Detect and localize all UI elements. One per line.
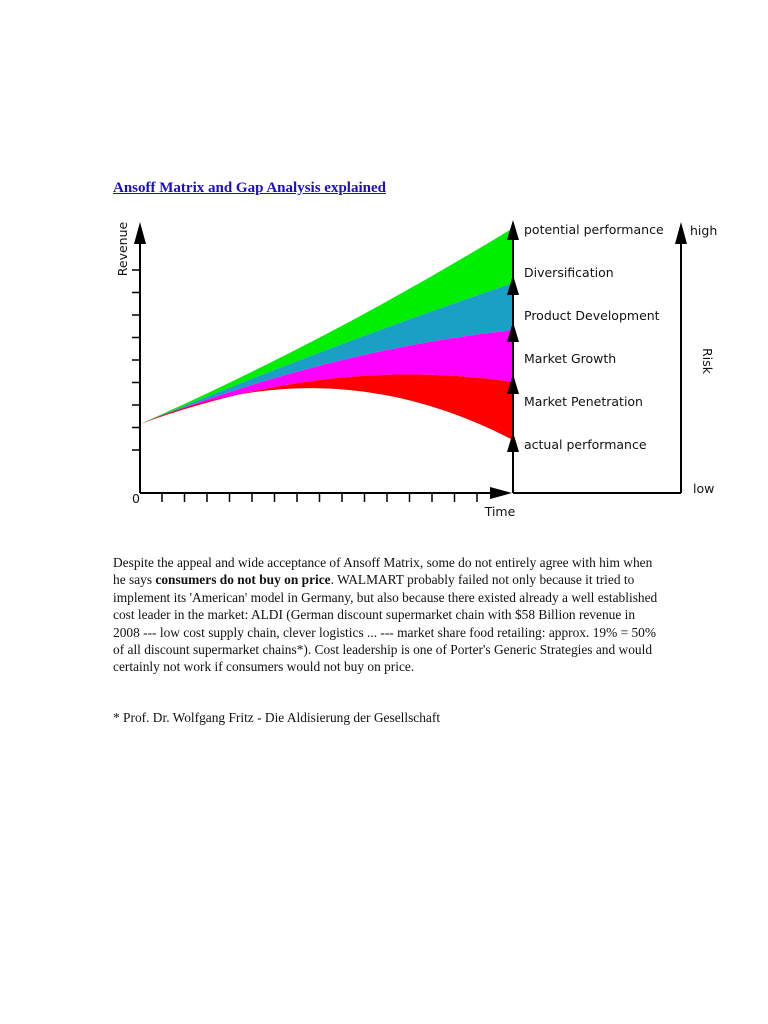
actual-performance-label: actual performance: [524, 437, 647, 452]
gap-arrow-icon: [507, 220, 519, 240]
risk-low-label: low: [693, 481, 715, 496]
risk-high-label: high: [690, 223, 718, 238]
footnote: * Prof. Dr. Wolfgang Fritz - Die Aldisierung der Gesellschaft: [113, 710, 441, 725]
paragraph-text-1: Despite the appeal and wide acceptance of Ansoff Matrix, some do not entirely agree with him when he says: [113, 555, 653, 588]
risk-axis-label: Risk: [700, 348, 715, 374]
y-axis-label: Revenue: [115, 221, 130, 277]
diversification-label: Diversification: [524, 265, 614, 280]
origin-label: 0: [132, 491, 140, 506]
market-growth-label: Market Growth: [524, 351, 617, 366]
article-paragraph: [113, 554, 658, 676]
x-axis-arrow-icon: [490, 487, 512, 499]
y-axis-arrow-icon: [134, 222, 146, 244]
product-development-label: Product Development: [524, 308, 660, 323]
x-axis-label: Time: [484, 504, 516, 519]
market-penetration-label: Market Penetration: [524, 394, 643, 409]
y-axis-ticks: [132, 270, 140, 450]
x-axis-ticks: [162, 493, 477, 502]
article-title-link[interactable]: Ansoff Matrix and Gap Analysis explained: [113, 180, 386, 196]
paragraph-bold-text: consumers do not buy on price: [155, 572, 331, 588]
paragraph-text-2: . WALMART probably failed not only because it tried to implement its 'American' model in Germany, but also because there existed already a well established cost leader in the market: ALDI (German discount supermarket chain with $58 Billion revenue in 2008 --- low cost supply chain, clever logistics ... --- market share food retailing: approx. 19% = 50% of all discount supermarket chains*). Cost leadership is one of Porter's Generic Strategies and would certainly not work if consumers would not buy on price.: [113, 572, 658, 675]
potential-performance-label: potential performance: [524, 222, 664, 237]
band-market-penetration: [140, 374, 513, 440]
risk-axis-arrow-icon: [675, 222, 687, 244]
